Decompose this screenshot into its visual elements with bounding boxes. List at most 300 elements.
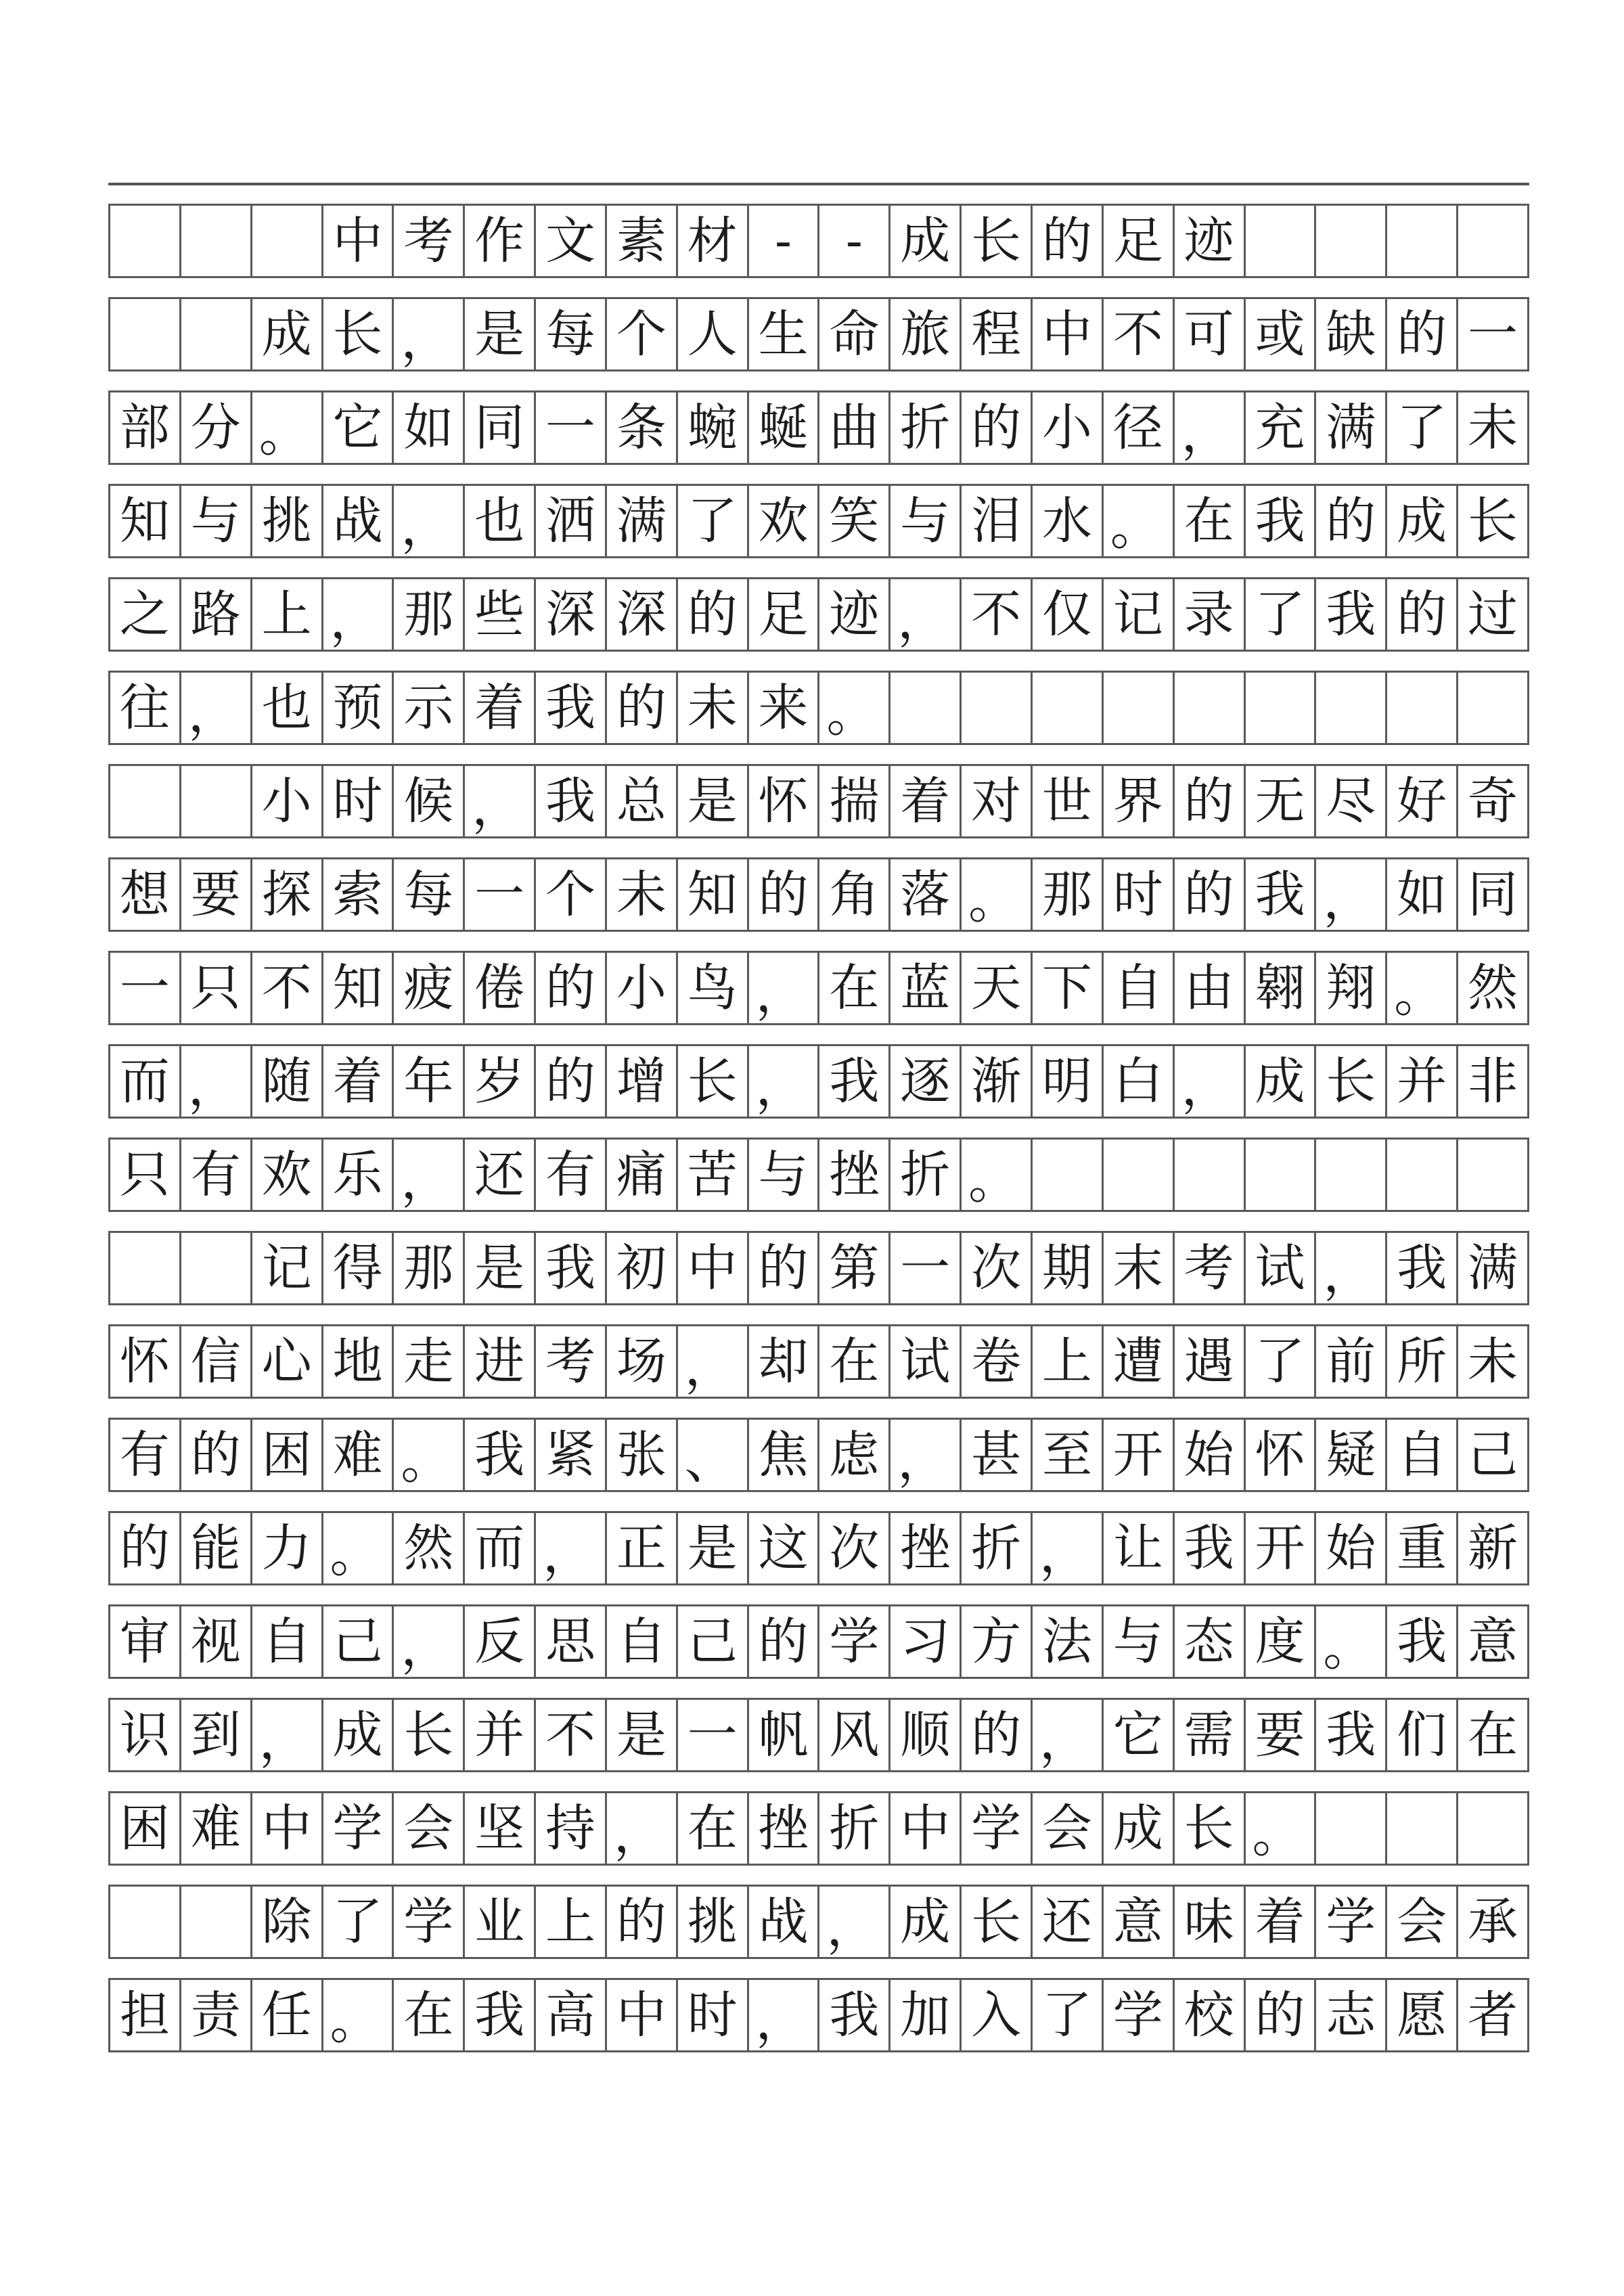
- grid-cell-char: 战: [749, 1887, 820, 1957]
- grid-cell-char: 反: [465, 1606, 536, 1677]
- grid-cell-char: 折: [819, 1793, 890, 1864]
- row-spacer: [108, 276, 1529, 299]
- grid-cell-char: 要: [181, 859, 252, 930]
- grid-cell-char: 挫: [749, 1793, 820, 1864]
- grid-cell-char: 在: [1175, 486, 1246, 556]
- grid-cell-char: 心: [252, 1326, 323, 1397]
- grid-cell-char: 的: [1246, 1980, 1317, 2050]
- grid-cell-char: 。: [1246, 1793, 1317, 1864]
- grid-cell-char: 文: [536, 206, 607, 276]
- grid-cell-char: 难: [181, 1793, 252, 1864]
- grid-cell-char: 总: [607, 766, 678, 836]
- grid-cell-char: 挑: [252, 486, 323, 556]
- grid-cell-char: 然: [394, 1513, 465, 1583]
- grid-cell-char: -: [749, 206, 820, 276]
- grid-cell-char: 揣: [819, 766, 890, 836]
- grid-cell-char: 让: [1104, 1513, 1175, 1583]
- grid-cell-char: 成: [890, 206, 962, 276]
- grid-cell-empty: [1458, 1793, 1529, 1864]
- grid-cell-char: 会: [394, 1793, 465, 1864]
- grid-cell-char: 而: [110, 1046, 181, 1117]
- grid-cell-char: 中: [323, 206, 394, 276]
- row-spacer: [108, 743, 1529, 766]
- grid-cell-char: 还: [465, 1140, 536, 1210]
- grid-cell-char: 这: [749, 1513, 820, 1583]
- grid-cell-char: 折: [890, 1140, 962, 1210]
- grid-cell-char: 。: [1387, 953, 1458, 1023]
- text-row: [108, 1793, 1529, 1864]
- grid-cell-char: 成: [252, 299, 323, 369]
- grid-cell-empty: [1387, 1140, 1458, 1210]
- grid-cell-char: 未: [678, 673, 749, 743]
- grid-cell-char: 习: [890, 1606, 962, 1677]
- grid-cell-char: 自: [1387, 1420, 1458, 1490]
- grid-cell-char: 了: [678, 486, 749, 556]
- grid-cell-char: 迹: [819, 579, 890, 650]
- grid-cell-char: 不: [252, 953, 323, 1023]
- grid-cell-char: 中: [607, 1980, 678, 2050]
- grid-cell-char: 战: [323, 486, 394, 556]
- grid-cell-char: 如: [394, 392, 465, 463]
- grid-cell-char: 怀: [110, 1326, 181, 1397]
- grid-cell-char: 程: [962, 299, 1033, 369]
- grid-cell-char: ，: [1175, 392, 1246, 463]
- grid-cell-char: 会: [1033, 1793, 1104, 1864]
- grid-cell-char: 我: [1316, 1700, 1387, 1770]
- grid-cell-char: ，: [819, 1887, 890, 1957]
- grid-cell-char: 的: [1175, 859, 1246, 930]
- grid-cell-char: 次: [962, 1233, 1033, 1303]
- grid-cell-char: 了: [323, 1887, 394, 1957]
- grid-cell-char: 蓝: [890, 953, 962, 1023]
- grid-cell-char: 中: [252, 1793, 323, 1864]
- grid-cell-char: 渐: [962, 1046, 1033, 1117]
- row-spacer: [108, 369, 1529, 392]
- grid-cell-char: 示: [394, 673, 465, 743]
- row-spacer: [108, 1397, 1529, 1420]
- grid-cell-char: 担: [110, 1980, 181, 2050]
- grid-cell-char: 学: [962, 1793, 1033, 1864]
- grid-cell-char: 顺: [890, 1700, 962, 1770]
- grid-cell-char: ，: [1316, 1233, 1387, 1303]
- grid-cell-char: 一: [536, 392, 607, 463]
- row-spacer: [108, 463, 1529, 486]
- grid-cell-char: 加: [890, 1980, 962, 2050]
- text-row: [108, 1606, 1529, 1677]
- grid-cell-char: 的: [607, 673, 678, 743]
- grid-cell-char: 部: [110, 392, 181, 463]
- grid-cell-char: 困: [110, 1793, 181, 1864]
- grid-cell-char: 进: [465, 1326, 536, 1397]
- grid-cell-char: 考: [1175, 1233, 1246, 1303]
- grid-cell-char: 蜿: [678, 392, 749, 463]
- grid-cell-char: 成: [1246, 1046, 1317, 1117]
- grid-cell-char: 校: [1175, 1980, 1246, 2050]
- grid-cell-char: 。: [323, 1513, 394, 1583]
- grid-cell-char: 知: [110, 486, 181, 556]
- text-row: [108, 1420, 1529, 1490]
- text-row: [108, 299, 1529, 369]
- grid-cell-char: 那: [1033, 859, 1104, 930]
- grid-cell-char: 我: [465, 1980, 536, 2050]
- grid-cell-char: 挑: [678, 1887, 749, 1957]
- grid-cell-char: 每: [536, 299, 607, 369]
- grid-cell-char: 满: [607, 486, 678, 556]
- grid-cell-char: 或: [1246, 299, 1317, 369]
- grid-cell-char: 我: [1387, 1606, 1458, 1677]
- grid-cell-empty: [181, 1887, 252, 1957]
- grid-cell-char: ，: [607, 1793, 678, 1864]
- grid-cell-empty: [890, 673, 962, 743]
- grid-cell-char: 高: [536, 1980, 607, 2050]
- grid-cell-char: 与: [890, 486, 962, 556]
- grid-cell-char: 开: [1104, 1420, 1175, 1490]
- grid-cell-empty: [181, 1233, 252, 1303]
- grid-cell-char: 非: [1458, 1046, 1529, 1117]
- grid-cell-char: 水: [1033, 486, 1104, 556]
- grid-cell-char: 们: [1387, 1700, 1458, 1770]
- grid-cell-empty: [1458, 1140, 1529, 1210]
- grid-cell-char: 开: [1246, 1513, 1317, 1583]
- grid-cell-char: 过: [1458, 579, 1529, 650]
- text-row: [108, 579, 1529, 650]
- grid-cell-empty: [1316, 206, 1387, 276]
- grid-cell-char: 在: [1458, 1700, 1529, 1770]
- grid-cell-char: 未: [1458, 392, 1529, 463]
- grid-cell-char: 我: [1246, 486, 1317, 556]
- grid-cell-char: 的: [110, 1513, 181, 1583]
- grid-cell-char: 知: [323, 953, 394, 1023]
- grid-cell-char: 入: [962, 1980, 1033, 2050]
- grid-cell-char: ，: [394, 299, 465, 369]
- grid-cell-char: 初: [607, 1233, 678, 1303]
- grid-cell-char: 记: [1104, 579, 1175, 650]
- grid-cell-char: 然: [1458, 953, 1529, 1023]
- grid-cell-char: 个: [607, 299, 678, 369]
- grid-cell-char: 探: [252, 859, 323, 930]
- grid-cell-char: 只: [181, 953, 252, 1023]
- grid-cell-char: 始: [1316, 1513, 1387, 1583]
- grid-cell-char: 方: [962, 1606, 1033, 1677]
- grid-cell-empty: [110, 766, 181, 836]
- grid-cell-char: 预: [323, 673, 394, 743]
- grid-cell-char: 它: [1104, 1700, 1175, 1770]
- grid-cell-char: 的: [181, 1420, 252, 1490]
- grid-cell-char: 期: [1033, 1233, 1104, 1303]
- grid-cell-char: 不: [1104, 299, 1175, 369]
- grid-cell-char: 遇: [1175, 1326, 1246, 1397]
- grid-cell-char: 的: [962, 1700, 1033, 1770]
- grid-cell-char: 考: [536, 1326, 607, 1397]
- grid-cell-char: 生: [749, 299, 820, 369]
- grid-cell-empty: [1175, 673, 1246, 743]
- grid-cell-char: 那: [394, 579, 465, 650]
- grid-cell-char: 鸟: [678, 953, 749, 1023]
- grid-cell-char: 。: [252, 392, 323, 463]
- text-row: [108, 1233, 1529, 1303]
- text-row: [108, 953, 1529, 1023]
- grid-cell-char: 与: [749, 1140, 820, 1210]
- grid-cell-char: 随: [252, 1046, 323, 1117]
- grid-cell-char: 缺: [1316, 299, 1387, 369]
- grid-cell-char: 下: [1033, 953, 1104, 1023]
- row-spacer: [108, 183, 1529, 206]
- grid-cell-char: 。: [962, 859, 1033, 930]
- grid-cell-char: 我: [1246, 859, 1317, 930]
- grid-cell-char: 同: [465, 392, 536, 463]
- grid-cell-char: 了: [1033, 1980, 1104, 2050]
- row-spacer: [108, 1023, 1529, 1046]
- grid-cell-char: 并: [1387, 1046, 1458, 1117]
- grid-cell-char: 在: [394, 1980, 465, 2050]
- grid-cell-char: 始: [1175, 1420, 1246, 1490]
- grid-cell-char: 的: [536, 1046, 607, 1117]
- text-row: [108, 859, 1529, 930]
- grid-cell-char: 满: [1316, 392, 1387, 463]
- grid-cell-char: ，: [181, 673, 252, 743]
- grid-cell-char: 材: [678, 206, 749, 276]
- grid-cell-char: 重: [1387, 1513, 1458, 1583]
- grid-cell-char: ，: [1033, 1700, 1104, 1770]
- grid-cell-char: 张: [607, 1420, 678, 1490]
- row-spacer: [108, 1303, 1529, 1326]
- grid-cell-char: 考: [394, 206, 465, 276]
- grid-cell-char: 的: [1316, 486, 1387, 556]
- grid-cell-char: ，: [1033, 1513, 1104, 1583]
- grid-cell-char: 记: [252, 1233, 323, 1303]
- grid-cell-char: 苦: [678, 1140, 749, 1210]
- grid-cell-empty: [1387, 673, 1458, 743]
- grid-cell-char: 成: [323, 1700, 394, 1770]
- grid-cell-char: ，: [252, 1700, 323, 1770]
- grid-cell-char: 却: [749, 1326, 820, 1397]
- grid-cell-char: 是: [465, 299, 536, 369]
- row-spacer-end: [108, 2050, 1529, 2064]
- grid-cell-empty: [1316, 1140, 1387, 1210]
- grid-cell-char: 深: [536, 579, 607, 650]
- grid-cell-char: 之: [110, 579, 181, 650]
- grid-cell-char: 怀: [749, 766, 820, 836]
- grid-cell-char: 人: [678, 299, 749, 369]
- grid-cell-char: 的: [1387, 579, 1458, 650]
- grid-cell-char: 成: [890, 1887, 962, 1957]
- grid-cell-char: 学: [819, 1606, 890, 1677]
- grid-cell-char: 思: [536, 1606, 607, 1677]
- grid-cell-char: 一: [890, 1233, 962, 1303]
- grid-cell-char: 小: [252, 766, 323, 836]
- grid-cell-char: 风: [819, 1700, 890, 1770]
- grid-cell-char: 还: [1033, 1887, 1104, 1957]
- grid-cell-char: 长: [1458, 486, 1529, 556]
- row-spacer: [108, 1677, 1529, 1700]
- grid-cell-char: 长: [962, 1887, 1033, 1957]
- grid-cell-char: 需: [1175, 1700, 1246, 1770]
- grid-cell-char: 了: [1387, 392, 1458, 463]
- grid-cell-char: 奇: [1458, 766, 1529, 836]
- grid-cell-char: 责: [181, 1980, 252, 2050]
- row-spacer: [108, 1864, 1529, 1887]
- grid-cell-char: ，: [394, 1606, 465, 1677]
- text-row: [108, 1513, 1529, 1583]
- grid-cell-char: 是: [607, 1700, 678, 1770]
- grid-cell-char: 上: [252, 579, 323, 650]
- grid-cell-char: 在: [819, 953, 890, 1023]
- grid-cell-char: 视: [181, 1606, 252, 1677]
- grid-cell-char: 世: [1033, 766, 1104, 836]
- grid-cell-empty: [1104, 1140, 1175, 1210]
- grid-cell-char: 在: [819, 1326, 890, 1397]
- grid-cell-char: 的: [962, 392, 1033, 463]
- grid-cell-empty: [110, 1887, 181, 1957]
- grid-cell-char: 也: [465, 486, 536, 556]
- grid-cell-char: 翱: [1246, 953, 1317, 1023]
- grid-cell-char: 时: [1104, 859, 1175, 930]
- grid-cell-char: 可: [1175, 299, 1246, 369]
- grid-cell-char: 的: [749, 1606, 820, 1677]
- grid-cell-char: 遭: [1104, 1326, 1175, 1397]
- grid-cell-char: 。: [1104, 486, 1175, 556]
- grid-cell-char: 翔: [1316, 953, 1387, 1023]
- text-row: [108, 1700, 1529, 1770]
- grid-cell-char: 的: [536, 953, 607, 1023]
- text-row: [108, 1887, 1529, 1957]
- grid-cell-char: 与: [1104, 1606, 1175, 1677]
- grid-cell-char: 每: [394, 859, 465, 930]
- grid-cell-char: 自: [1104, 953, 1175, 1023]
- grid-cell-char: 疲: [394, 953, 465, 1023]
- grid-cell-char: 知: [678, 859, 749, 930]
- grid-cell-char: 挫: [819, 1140, 890, 1210]
- grid-cell-char: 至: [1033, 1420, 1104, 1490]
- grid-cell-char: ，: [678, 1326, 749, 1397]
- grid-cell-char: 如: [1387, 859, 1458, 930]
- grid-cell-char: 充: [1246, 392, 1317, 463]
- row-spacer: [108, 1490, 1529, 1513]
- grid-cell-char: 录: [1175, 579, 1246, 650]
- grid-cell-char: 。: [962, 1140, 1033, 1210]
- manuscript-grid-sheet: [108, 183, 1529, 2064]
- grid-cell-char: 落: [890, 859, 962, 930]
- grid-cell-char: 欢: [749, 486, 820, 556]
- grid-cell-char: 的: [1387, 299, 1458, 369]
- grid-cell-char: 长: [394, 1700, 465, 1770]
- grid-cell-char: 己: [678, 1606, 749, 1677]
- grid-cell-char: 的: [607, 1887, 678, 1957]
- grid-cell-char: 的: [749, 859, 820, 930]
- grid-cell-char: 痛: [607, 1140, 678, 1210]
- grid-cell-char: 想: [110, 859, 181, 930]
- grid-cell-char: ，: [323, 579, 394, 650]
- grid-cell-char: 我: [536, 673, 607, 743]
- grid-cell-char: 由: [1175, 953, 1246, 1023]
- grid-cell-char: 对: [962, 766, 1033, 836]
- grid-cell-char: 次: [819, 1513, 890, 1583]
- grid-cell-char: ，: [749, 953, 820, 1023]
- grid-cell-empty: [962, 673, 1033, 743]
- grid-cell-char: 。: [323, 1980, 394, 2050]
- grid-cell-char: 白: [1104, 1046, 1175, 1117]
- grid-cell-char: 虑: [819, 1420, 890, 1490]
- grid-cell-char: 新: [1458, 1513, 1529, 1583]
- grid-cell-char: 意: [1458, 1606, 1529, 1677]
- grid-cell-char: 紧: [536, 1420, 607, 1490]
- grid-cell-char: 作: [465, 206, 536, 276]
- grid-cell-char: 尽: [1316, 766, 1387, 836]
- grid-cell-char: 有: [110, 1420, 181, 1490]
- grid-cell-char: 我: [536, 1233, 607, 1303]
- grid-cell-empty: [181, 299, 252, 369]
- grid-cell-char: 在: [678, 1793, 749, 1864]
- grid-cell-empty: [1033, 1140, 1104, 1210]
- grid-cell-char: 长: [323, 299, 394, 369]
- grid-cell-char: 明: [1033, 1046, 1104, 1117]
- grid-cell-char: 路: [181, 579, 252, 650]
- grid-cell-char: 长: [962, 206, 1033, 276]
- grid-cell-char: 只: [110, 1140, 181, 1210]
- grid-cell-char: 困: [252, 1420, 323, 1490]
- grid-cell-char: 足: [749, 579, 820, 650]
- grid-cell-empty: [1387, 1793, 1458, 1864]
- grid-cell-char: 时: [323, 766, 394, 836]
- grid-cell-char: 学: [323, 1793, 394, 1864]
- grid-cell-char: 我: [1175, 1513, 1246, 1583]
- grid-cell-char: 我: [465, 1420, 536, 1490]
- grid-cell-char: 承: [1458, 1887, 1529, 1957]
- row-spacer: [108, 650, 1529, 673]
- grid-cell-char: 末: [1104, 1233, 1175, 1303]
- grid-cell-char: ，: [890, 1420, 962, 1490]
- grid-cell-char: 是: [465, 1233, 536, 1303]
- grid-cell-char: 长: [678, 1046, 749, 1117]
- grid-cell-char: 志: [1316, 1980, 1387, 2050]
- row-spacer: [108, 836, 1529, 859]
- grid-cell-char: 往: [110, 673, 181, 743]
- grid-cell-char: -: [819, 206, 890, 276]
- grid-cell-char: 上: [536, 1887, 607, 1957]
- grid-cell-char: 一: [678, 1700, 749, 1770]
- grid-cell-char: 蜒: [749, 392, 820, 463]
- grid-cell-char: 、: [678, 1420, 749, 1490]
- grid-cell-char: 正: [607, 1513, 678, 1583]
- grid-cell-char: 些: [465, 579, 536, 650]
- grid-cell-char: 也: [252, 673, 323, 743]
- grid-cell-char: 要: [1246, 1700, 1317, 1770]
- grid-cell-char: 成: [1104, 1793, 1175, 1864]
- grid-cell-char: 分: [181, 392, 252, 463]
- grid-cell-char: 年: [394, 1046, 465, 1117]
- grid-cell-char: 着: [323, 1046, 394, 1117]
- grid-cell-char: 与: [181, 486, 252, 556]
- text-row: [108, 673, 1529, 743]
- grid-cell-char: 小: [607, 953, 678, 1023]
- grid-cell-empty: [1387, 206, 1458, 276]
- grid-cell-char: 好: [1387, 766, 1458, 836]
- title-row: [108, 206, 1529, 276]
- grid-cell-char: 任: [252, 1980, 323, 2050]
- grid-cell-char: 无: [1246, 766, 1317, 836]
- grid-cell-char: 径: [1104, 392, 1175, 463]
- grid-cell-empty: [1033, 673, 1104, 743]
- grid-cell-empty: [1246, 673, 1317, 743]
- grid-cell-char: 学: [394, 1887, 465, 1957]
- grid-cell-char: ，: [394, 1140, 465, 1210]
- grid-cell-char: 条: [607, 392, 678, 463]
- grid-cell-char: 审: [110, 1606, 181, 1677]
- grid-cell-char: 候: [394, 766, 465, 836]
- grid-cell-char: 甚: [962, 1420, 1033, 1490]
- grid-cell-char: 愿: [1387, 1980, 1458, 2050]
- row-spacer: [108, 1770, 1529, 1793]
